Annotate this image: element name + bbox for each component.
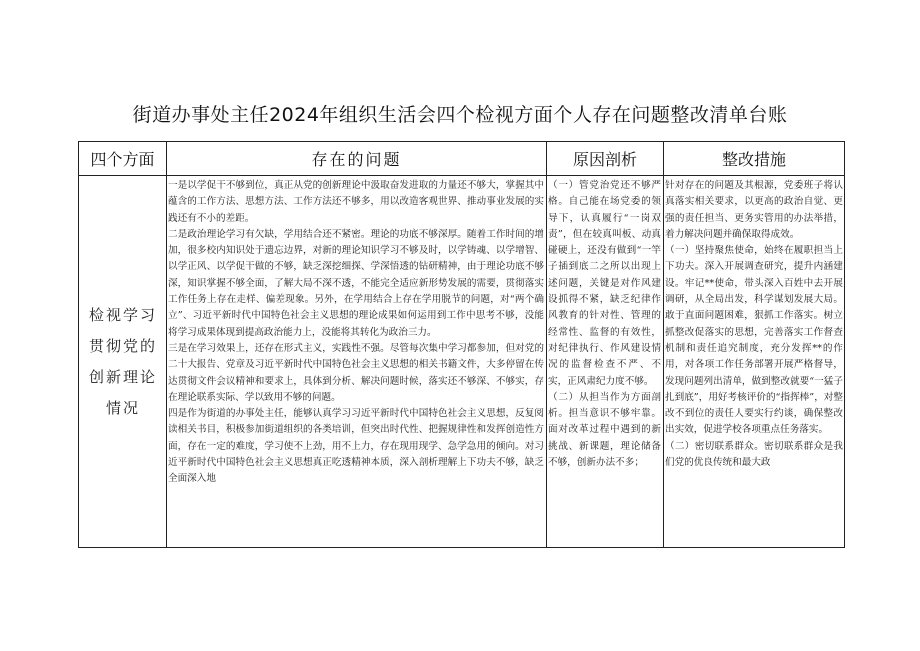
- header-divider: [79, 175, 844, 176]
- problem-item: 四是作为街道的办事处主任，能够认真学习习近平新时代中国特色社会主义思想，反复阅读相关书目，积极参加街道组织的各类培训，但突出时代性、把握规律性和发挥创造性方面，存在一定的难度，学习使不上劲，用不上力，存在现用现学、急学急用的倾向。对习近平新时代中国特色社会主义思想真正吃透精神本质，深入剖析理解上下功夫不够，缺乏全面深入地: [168, 408, 544, 485]
- problem-item: 二是政治理论学习有欠缺，学用结合还不紧密。理论的功底不够深厚。随着工作时间的增加，很多校内知识处于遗忘边界，对新的理论知识学习不够及时，以学铸魂、以学增智、以学正风、以学促干做的不够，缺乏深挖细探、学深悟透的钻研精神，由于理论功底不够深，知识掌握不够全面，了解大局不深不透，不能完全适应新形势发展的需要，贯彻落实工作任务上存在走样、偏差现象。另外，在学用结合上存在学用脱节的问题，对“两个确立”、习近平新时代中国特色社会主义思想的理论成果如何运用到工作中思考不够，没能将学习成果体现到提高政治能力上，没能将其转化为政治三力。: [168, 228, 544, 338]
- cause-analysis-cell: [548, 178, 661, 471]
- column-divider: [663, 142, 664, 547]
- measures-cell: [665, 178, 843, 471]
- measure-item: （二）密切联系群众。密切联系群众是我们党的优良传统和最大政: [665, 440, 843, 469]
- category-cell: [79, 176, 167, 548]
- problems-cell: [168, 178, 544, 488]
- header-measures: 整改措施: [721, 150, 786, 169]
- problem-item: 一是以学促干不够到位，真正从党的创新理论中汲取奋发进取的力量还不够大，掌握其中蕴含的工作方法、思想方法、工作方法还不够多，用以改造客观世界、推动事业发展的实践还有不小的差距。: [168, 180, 544, 224]
- category-line: 情况: [105, 399, 140, 417]
- column-divider: [546, 142, 547, 547]
- cause-item: （一）管党治党还不够严格。自己能在场党委的领导下，认真履行“一岗双责”，但在较真叫板、动真碰硬上，还没有做到“一竿子插到底二之所以出现上述问题，关键是对作风建设抓得不紧，缺乏纪律作风教育的针对性、管理的经常性、监督的有效性，对纪律执行、作风建设情况的监督检查不严、不实，正风肃纪力度不够。: [548, 180, 661, 387]
- header-problems: 存在的问题: [311, 150, 402, 169]
- rectification-table: [78, 141, 845, 548]
- measure-item: 针对存在的问题及其根源，党委班子将认真落实相关要求，以更高的政治自觉、更强的责任担当、更务实管用的办法举措，着力解决问题并确保取得成效。: [665, 180, 843, 240]
- category-line: 检视学习: [88, 306, 157, 324]
- header-aspects: 四个方面: [90, 150, 155, 169]
- document-title: 街道办事处主任2024年组织生活会四个检视方面个人存在问题整改清单台账: [132, 104, 788, 126]
- category-line: 贯彻党的: [88, 337, 157, 355]
- problem-item: 三是在学习效果上，还存在形式主义，实践性不强。尽管每次集中学习都参加，但对党的二十大报告、党章及习近平新时代中国特色社会主义思想的相关书籍文件，大多停留在传达贯彻文件会议精神和要求上，具体到分析、解决问题时候，落实还不够深、不够实，存在理论联系实际、学以致用不够的问题。: [168, 342, 544, 403]
- cause-item: （二）从担当作为方面剖析。担当意识不够牢靠。面对改革过程中遇到的新挑战、新课题，理论储备不够，创新办法不多；: [548, 391, 661, 469]
- category-line: 创新理论: [88, 368, 157, 386]
- measure-item: （一）坚持聚焦使命，始终在履职担当上下功夫。深入开展调查研究，提升内涵建设。牢记**使命，带头深入百姓中去开展调研，从全局出发，科学谋划发展大局。敢于直面问题困难，狠抓工作落实。树立抓整改促落实的思想，完善落实工作督查机制和责任追究制度，充分发挥**的作用，对各项工作任务部署开展严格督导，发现问题列出清单，做到整改就要“一猛子扎到底”，用好考核评价的“指挥棒”，对整改不到位的责任人要实行约谈，确保整改出实效，促进学校各项重点任务落实。: [665, 245, 843, 436]
- header-cause-analysis: 原因剖析: [572, 150, 637, 169]
